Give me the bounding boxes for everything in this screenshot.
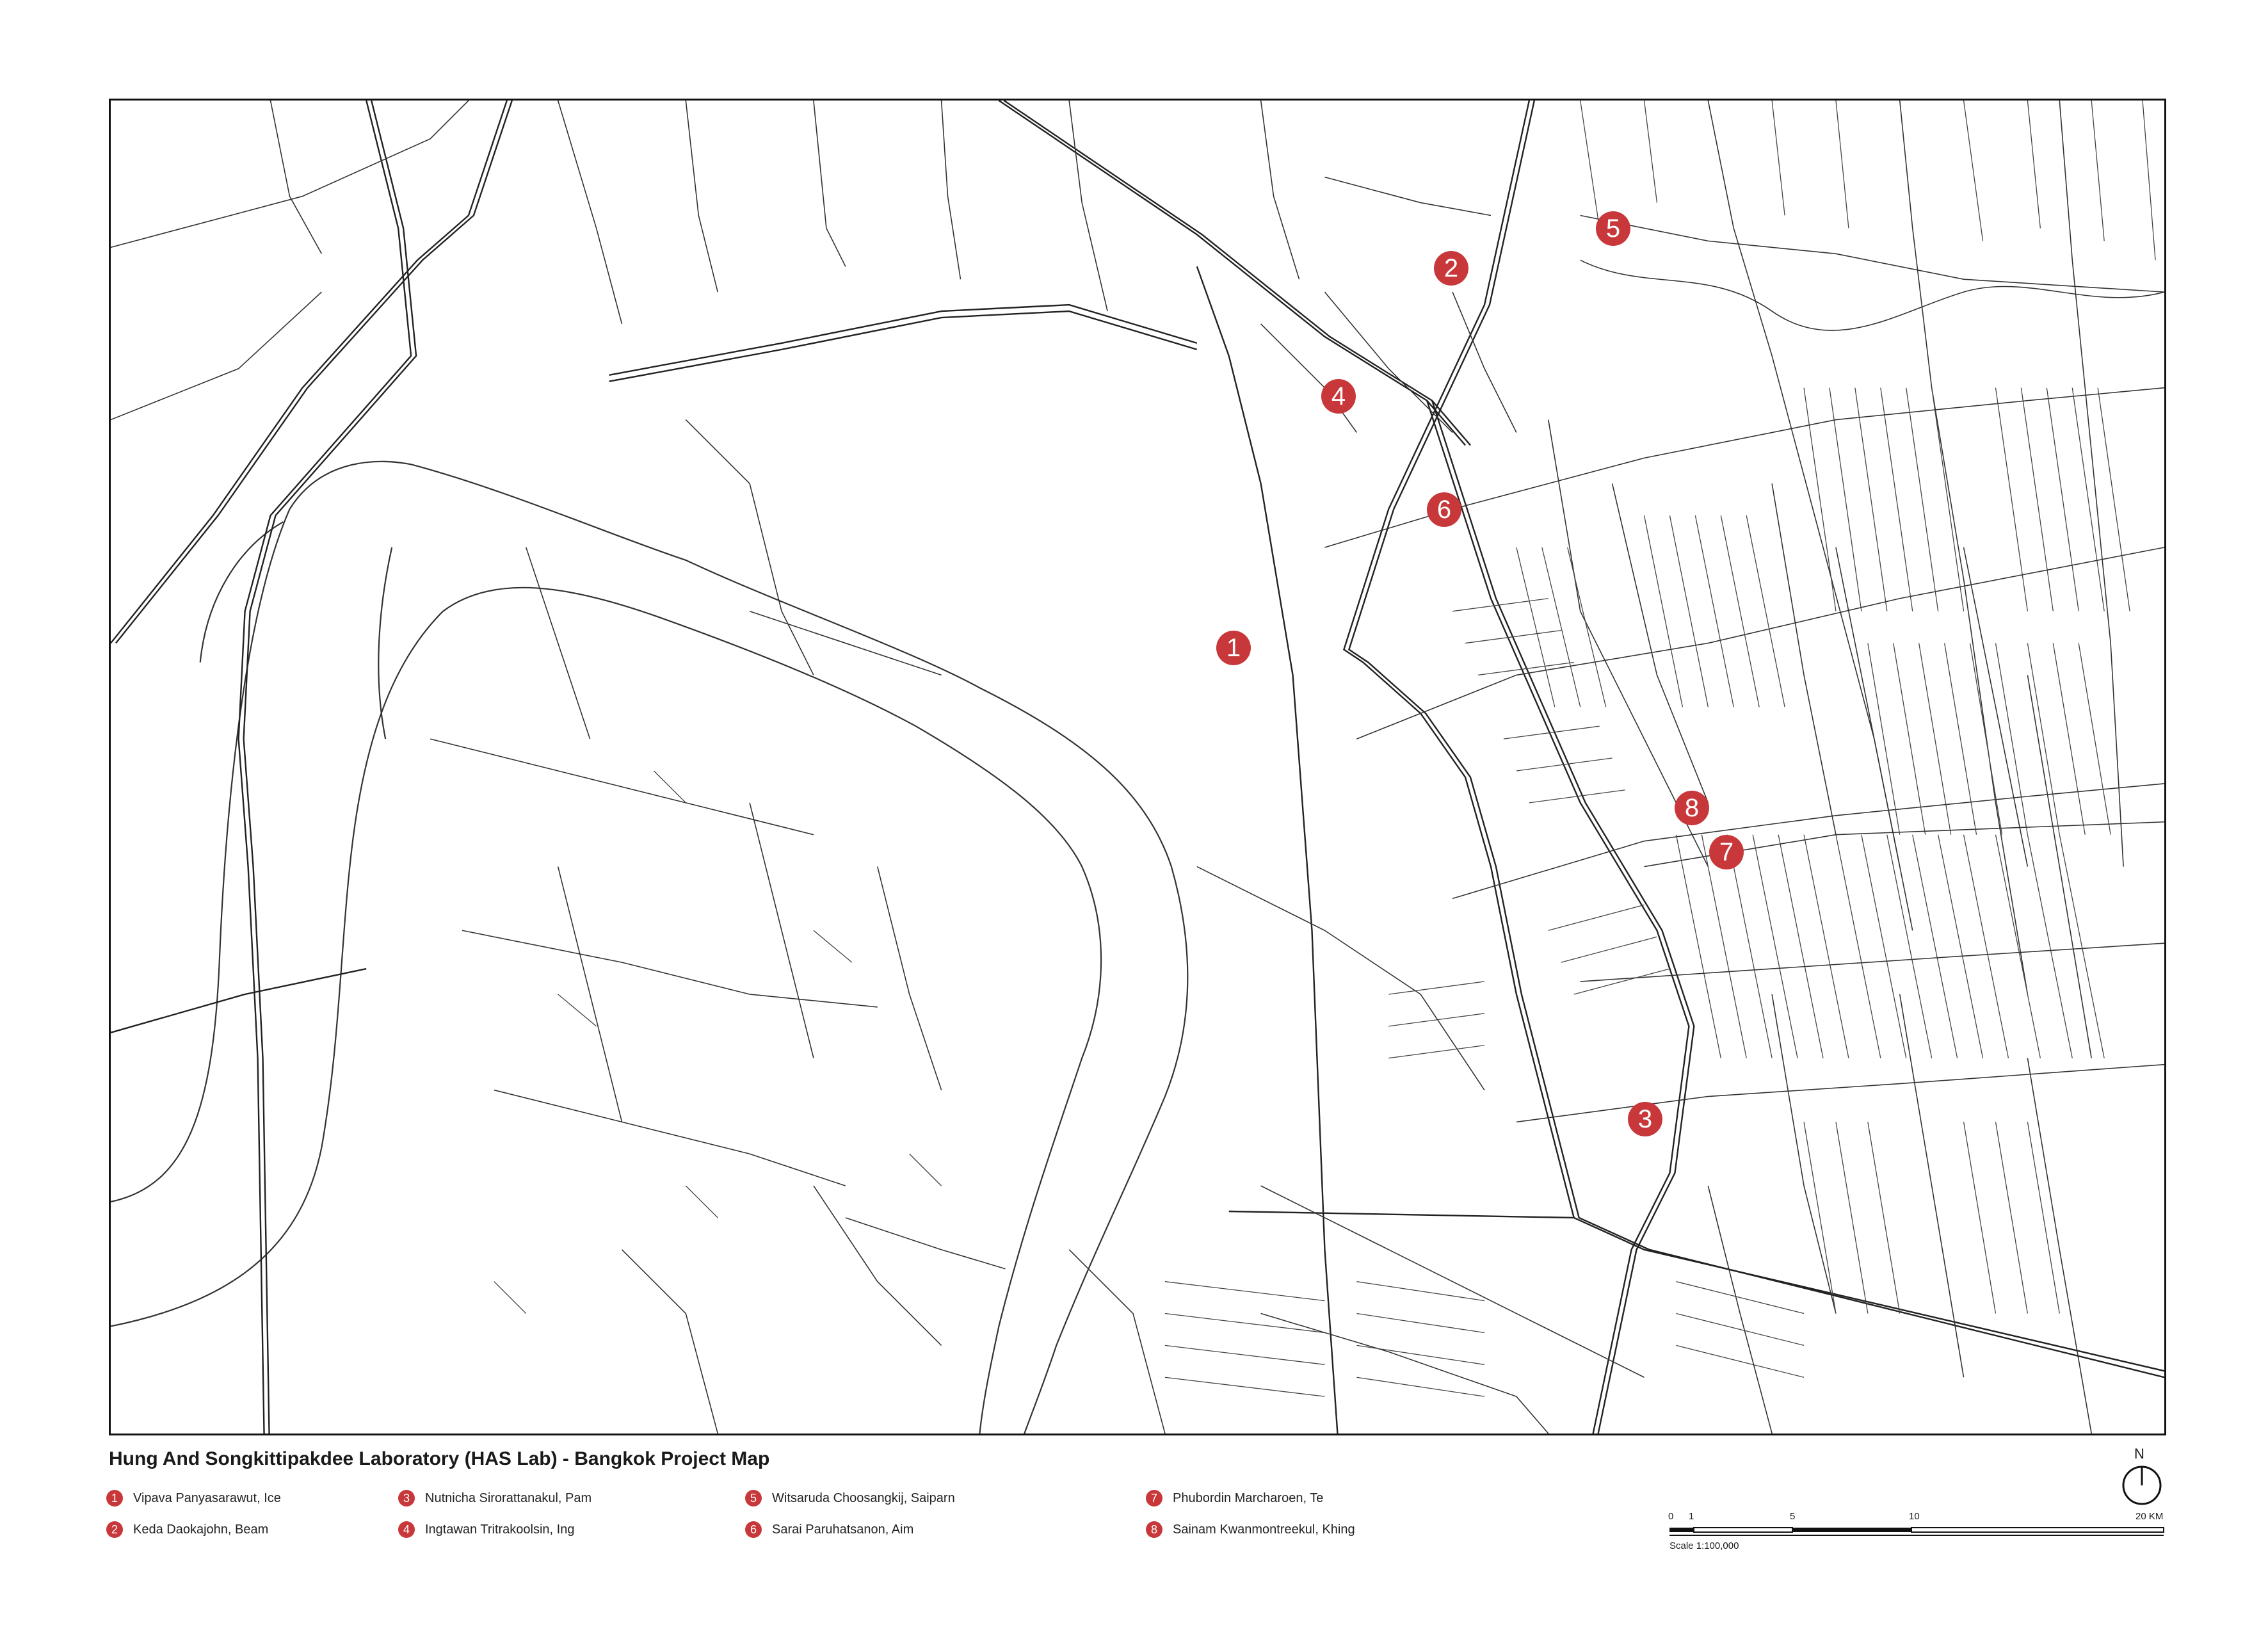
legend-label-7: Phubordin Marcharoen, Te <box>1173 1490 1324 1505</box>
legend-item-1 <box>106 1489 281 1508</box>
scale-tick-5: 5 <box>1790 1511 1796 1522</box>
north-arrow <box>2114 1446 2165 1516</box>
scale-text: Scale 1:100,000 <box>1669 1540 1739 1551</box>
legend-marker-4: 4 <box>398 1521 415 1538</box>
legend-item-6 <box>745 1520 913 1539</box>
street-grid <box>494 101 2155 1396</box>
north-label: N <box>2134 1446 2144 1462</box>
map-marker-6[interactable]: 6 <box>1427 492 1461 527</box>
legend-label-6: Sarai Paruhatsanon, Aim <box>772 1522 914 1537</box>
legend-item-8 <box>1146 1520 1355 1539</box>
scale-tick-10: 10 <box>1909 1511 1920 1522</box>
legend-label-4: Ingtawan Tritrakoolsin, Ing <box>425 1522 575 1537</box>
map-marker-2[interactable]: 2 <box>1434 251 1468 286</box>
river <box>111 462 1187 1434</box>
scale-bar <box>1664 1511 2165 1556</box>
map-marker-5[interactable]: 5 <box>1596 211 1630 246</box>
map-marker-8[interactable]: 8 <box>1675 791 1709 825</box>
legend-item-2 <box>106 1520 268 1539</box>
scale-tick-1: 1 <box>1689 1511 1694 1522</box>
map-marker-3[interactable]: 3 <box>1628 1102 1662 1136</box>
legend-label-3: Nutnicha Sirorattanakul, Pam <box>425 1490 592 1505</box>
legend-marker-3: 3 <box>398 1490 415 1507</box>
map-marker-7[interactable]: 7 <box>1709 835 1744 869</box>
legend-item-7 <box>1146 1489 1323 1508</box>
map-marker-4[interactable]: 4 <box>1321 379 1356 414</box>
legend-marker-6: 6 <box>745 1521 762 1538</box>
map-frame[interactable] <box>109 99 2166 1435</box>
legend-item-4 <box>398 1520 574 1539</box>
map-title: Hung And Songkittipakdee Laboratory (HAS Lab) - Bangkok Project Map <box>109 1448 770 1469</box>
scale-tick-0: 0 <box>1668 1511 1674 1522</box>
legend-label-2: Keda Daokajohn, Beam <box>133 1522 269 1537</box>
legend-marker-1: 1 <box>106 1490 123 1507</box>
street-map[interactable] <box>111 101 2164 1434</box>
legend-item-5 <box>745 1489 955 1508</box>
map-marker-1[interactable]: 1 <box>1216 631 1251 665</box>
scale-graphic <box>1669 1524 2165 1538</box>
legend-label-1: Vipava Panyasarawut, Ice <box>133 1490 281 1505</box>
legend-item-3 <box>398 1489 591 1508</box>
compass-icon <box>2121 1465 2162 1506</box>
legend-label-5: Witsaruda Choosangkij, Saiparn <box>772 1490 955 1505</box>
legend-marker-5: 5 <box>745 1490 762 1507</box>
highways <box>111 101 2164 1434</box>
legend-marker-8: 8 <box>1146 1521 1162 1538</box>
legend-marker-2: 2 <box>106 1521 123 1538</box>
minor-roads <box>111 101 2164 1434</box>
scale-tick-20: 20 KM <box>2135 1511 2164 1522</box>
legend-label-8: Sainam Kwanmontreekul, Khing <box>1173 1522 1355 1537</box>
legend-marker-7: 7 <box>1146 1490 1162 1507</box>
